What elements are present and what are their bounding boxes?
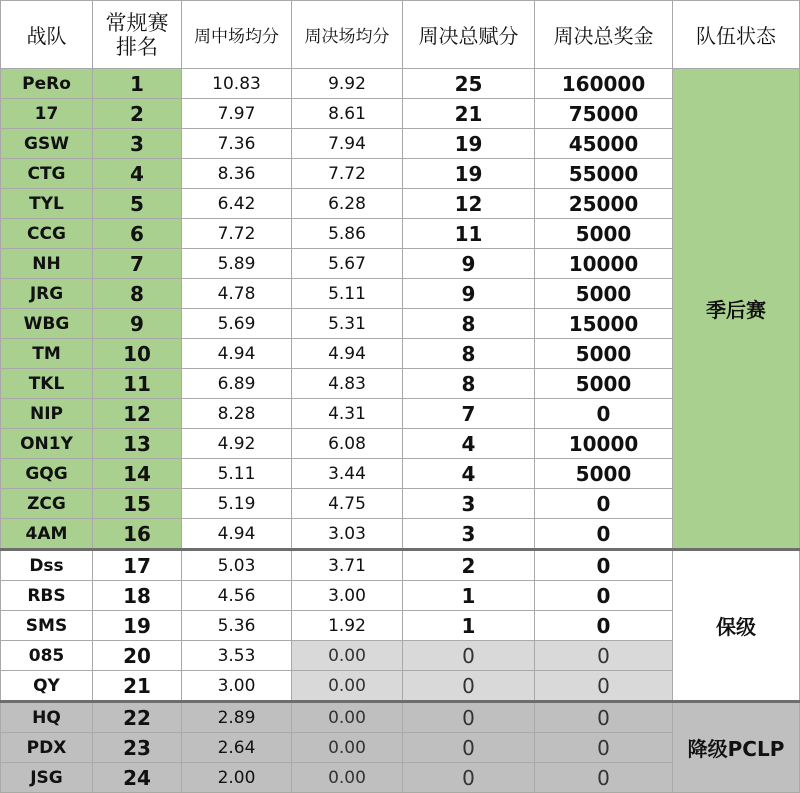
final-pts: 0 — [403, 641, 535, 671]
final-pts: 3 — [403, 519, 535, 550]
team-name: TYL — [1, 189, 93, 219]
final-pts: 0 — [403, 702, 535, 733]
status-playoff: 季后赛 — [673, 69, 800, 550]
final-pts: 2 — [403, 550, 535, 581]
team-name: PeRo — [1, 69, 93, 99]
team-name: TM — [1, 339, 93, 369]
regular-rank: 16 — [93, 519, 182, 550]
mid-avg: 3.53 — [182, 641, 292, 671]
final-pts: 3 — [403, 489, 535, 519]
team-name: ZCG — [1, 489, 93, 519]
regular-rank: 5 — [93, 189, 182, 219]
final-pts: 7 — [403, 399, 535, 429]
team-name: 085 — [1, 641, 93, 671]
team-name: WBG — [1, 309, 93, 339]
mid-avg: 4.78 — [182, 279, 292, 309]
final-avg: 3.44 — [292, 459, 403, 489]
final-avg: 5.31 — [292, 309, 403, 339]
final-prize: 160000 — [535, 69, 673, 99]
final-avg: 7.72 — [292, 159, 403, 189]
team-name: RBS — [1, 581, 93, 611]
final-prize: 0 — [535, 399, 673, 429]
final-avg: 5.86 — [292, 219, 403, 249]
mid-avg: 4.94 — [182, 519, 292, 550]
regular-rank: 21 — [93, 671, 182, 702]
final-avg: 0.00 — [292, 702, 403, 733]
final-pts: 8 — [403, 339, 535, 369]
team-name: CCG — [1, 219, 93, 249]
header-rank-line2: 排名 — [116, 34, 158, 59]
regular-rank: 6 — [93, 219, 182, 249]
mid-avg: 5.11 — [182, 459, 292, 489]
final-pts: 1 — [403, 611, 535, 641]
team-name: NH — [1, 249, 93, 279]
header-row — [1, 1, 800, 69]
final-avg: 8.61 — [292, 99, 403, 129]
team-name: Dss — [1, 550, 93, 581]
final-prize: 0 — [535, 641, 673, 671]
regular-rank: 12 — [93, 399, 182, 429]
table-row — [1, 69, 800, 99]
regular-rank: 3 — [93, 129, 182, 159]
regular-rank: 17 — [93, 550, 182, 581]
regular-rank: 11 — [93, 369, 182, 399]
team-name: HQ — [1, 702, 93, 733]
final-avg: 4.94 — [292, 339, 403, 369]
mid-avg: 5.19 — [182, 489, 292, 519]
final-avg: 4.31 — [292, 399, 403, 429]
final-avg: 3.03 — [292, 519, 403, 550]
mid-avg: 8.36 — [182, 159, 292, 189]
status-safe: 保级 — [673, 550, 800, 702]
final-pts: 9 — [403, 279, 535, 309]
final-pts: 4 — [403, 459, 535, 489]
team-name: QY — [1, 671, 93, 702]
final-avg: 0.00 — [292, 733, 403, 763]
standings-body — [1, 69, 800, 793]
regular-rank: 1 — [93, 69, 182, 99]
mid-avg: 6.89 — [182, 369, 292, 399]
final-prize: 75000 — [535, 99, 673, 129]
regular-rank: 23 — [93, 733, 182, 763]
regular-rank: 15 — [93, 489, 182, 519]
final-pts: 4 — [403, 429, 535, 459]
final-pts: 12 — [403, 189, 535, 219]
final-avg: 0.00 — [292, 763, 403, 793]
mid-avg: 10.83 — [182, 69, 292, 99]
mid-avg: 5.36 — [182, 611, 292, 641]
header-final-pts: 周决总赋分 — [403, 1, 535, 69]
mid-avg: 4.94 — [182, 339, 292, 369]
final-prize: 0 — [535, 550, 673, 581]
final-pts: 21 — [403, 99, 535, 129]
final-prize: 0 — [535, 671, 673, 702]
final-prize: 10000 — [535, 249, 673, 279]
final-prize: 10000 — [535, 429, 673, 459]
regular-rank: 2 — [93, 99, 182, 129]
mid-avg: 7.97 — [182, 99, 292, 129]
mid-avg: 3.00 — [182, 671, 292, 702]
regular-rank: 4 — [93, 159, 182, 189]
final-avg: 0.00 — [292, 671, 403, 702]
team-name: CTG — [1, 159, 93, 189]
regular-rank: 9 — [93, 309, 182, 339]
header-final-avg: 周决场均分 — [292, 1, 403, 69]
mid-avg: 2.00 — [182, 763, 292, 793]
final-pts: 8 — [403, 309, 535, 339]
regular-rank: 14 — [93, 459, 182, 489]
final-prize: 0 — [535, 489, 673, 519]
regular-rank: 7 — [93, 249, 182, 279]
regular-rank: 18 — [93, 581, 182, 611]
final-avg: 6.28 — [292, 189, 403, 219]
mid-avg: 5.03 — [182, 550, 292, 581]
final-pts: 1 — [403, 581, 535, 611]
regular-rank: 13 — [93, 429, 182, 459]
header-rank-line1: 常规赛 — [105, 10, 169, 35]
regular-rank: 10 — [93, 339, 182, 369]
final-pts: 9 — [403, 249, 535, 279]
final-avg: 6.08 — [292, 429, 403, 459]
regular-rank: 20 — [93, 641, 182, 671]
team-name: SMS — [1, 611, 93, 641]
table-row — [1, 550, 800, 581]
team-name: TKL — [1, 369, 93, 399]
final-pts: 19 — [403, 129, 535, 159]
table-row — [1, 702, 800, 733]
header-team: 战队 — [1, 1, 93, 69]
mid-avg: 7.36 — [182, 129, 292, 159]
final-prize: 5000 — [535, 219, 673, 249]
final-pts: 19 — [403, 159, 535, 189]
final-prize: 5000 — [535, 279, 673, 309]
final-pts: 0 — [403, 671, 535, 702]
team-name: NIP — [1, 399, 93, 429]
final-avg: 5.67 — [292, 249, 403, 279]
mid-avg: 5.69 — [182, 309, 292, 339]
team-name: 17 — [1, 99, 93, 129]
team-name: JSG — [1, 763, 93, 793]
team-name: PDX — [1, 733, 93, 763]
final-prize: 0 — [535, 763, 673, 793]
final-avg: 9.92 — [292, 69, 403, 99]
regular-rank: 19 — [93, 611, 182, 641]
regular-rank: 8 — [93, 279, 182, 309]
final-avg: 3.71 — [292, 550, 403, 581]
final-prize: 5000 — [535, 339, 673, 369]
final-pts: 25 — [403, 69, 535, 99]
final-prize: 5000 — [535, 369, 673, 399]
final-avg: 5.11 — [292, 279, 403, 309]
final-prize: 0 — [535, 611, 673, 641]
final-avg: 0.00 — [292, 641, 403, 671]
final-pts: 8 — [403, 369, 535, 399]
team-name: GSW — [1, 129, 93, 159]
final-prize: 0 — [535, 519, 673, 550]
final-prize: 0 — [535, 581, 673, 611]
team-name: JRG — [1, 279, 93, 309]
header-mid-avg: 周中场均分 — [182, 1, 292, 69]
mid-avg: 4.92 — [182, 429, 292, 459]
final-pts: 0 — [403, 733, 535, 763]
header-status: 队伍状态 — [673, 1, 800, 69]
regular-rank: 24 — [93, 763, 182, 793]
mid-avg: 5.89 — [182, 249, 292, 279]
final-pts: 11 — [403, 219, 535, 249]
team-name: GQG — [1, 459, 93, 489]
mid-avg: 6.42 — [182, 189, 292, 219]
final-avg: 7.94 — [292, 129, 403, 159]
header-rank — [93, 1, 182, 69]
status-relegation: 降级PCLP — [673, 702, 800, 793]
final-prize: 25000 — [535, 189, 673, 219]
mid-avg: 4.56 — [182, 581, 292, 611]
mid-avg: 8.28 — [182, 399, 292, 429]
final-prize: 0 — [535, 702, 673, 733]
final-prize: 45000 — [535, 129, 673, 159]
final-pts: 0 — [403, 763, 535, 793]
final-prize: 15000 — [535, 309, 673, 339]
mid-avg: 2.64 — [182, 733, 292, 763]
mid-avg: 7.72 — [182, 219, 292, 249]
final-avg: 4.75 — [292, 489, 403, 519]
header-final-prize: 周决总奖金 — [535, 1, 673, 69]
team-name: ON1Y — [1, 429, 93, 459]
final-avg: 1.92 — [292, 611, 403, 641]
team-name: 4AM — [1, 519, 93, 550]
final-prize: 0 — [535, 733, 673, 763]
final-prize: 5000 — [535, 459, 673, 489]
final-avg: 3.00 — [292, 581, 403, 611]
regular-rank: 22 — [93, 702, 182, 733]
mid-avg: 2.89 — [182, 702, 292, 733]
final-avg: 4.83 — [292, 369, 403, 399]
final-prize: 55000 — [535, 159, 673, 189]
